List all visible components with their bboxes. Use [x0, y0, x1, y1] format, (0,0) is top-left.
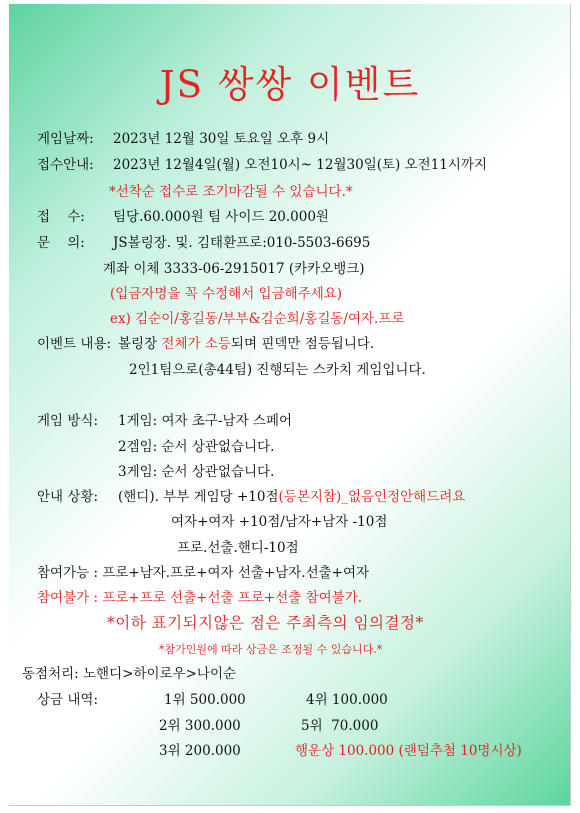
- lights-off-highlight: 전체가 소등: [161, 336, 231, 352]
- reception-label: 접수안내:: [37, 157, 94, 173]
- organizer-decision-notice: *이하 표기되지않은 점은 주최측의 임의결정*: [107, 614, 424, 632]
- event-poster: [9, 4, 571, 806]
- game-date-label: 게임날짜:: [37, 131, 94, 147]
- guide-line3: 프로.선출.핸디-10점: [177, 540, 299, 556]
- prize-lucky: 행운상 100.000 (랜덤추첨 10명시상): [295, 743, 522, 759]
- fee-value: 팀당.60.000원 팀 사이드 20.000원: [113, 209, 329, 225]
- fee-label: 접 수:: [37, 209, 85, 225]
- game-method-game1: 1게임: 여자 초구-남자 스페어: [118, 413, 293, 429]
- prize-1st: 1위 500.000: [164, 692, 246, 708]
- prize-2nd: 2위 300.000: [159, 718, 241, 734]
- guide-line2: 여자+여자 +10점/남자+남자 -10점: [171, 514, 388, 530]
- depositor-name-example: ex) 김순이/홍길동/부부&김순희/홍길동/여자.프로: [110, 311, 405, 327]
- game-method-label: 게임 방식:: [37, 413, 99, 429]
- prize-3rd: 3위 200.000: [159, 743, 241, 759]
- game-method-game3: 3게임: 순서 상관없습니다.: [118, 464, 275, 480]
- participation-allowed: 참여가능 : 프로+남자.프로+여자 선출+남자.선출+여자: [37, 565, 370, 581]
- tie-break-rule: 동점처리: 노핸디>하이로우>나이순: [22, 666, 237, 682]
- family-register-notice: (등본지참)_없음인정안해드려요: [278, 489, 466, 505]
- prize-5th: 5위 70.000: [301, 718, 379, 734]
- prize-4th: 4위 100.000: [306, 692, 388, 708]
- participation-not-allowed: 참여불가 : 프로+프로 선출+선출 프로+선출 참여불가.: [37, 590, 363, 606]
- page-title: JS 쌍쌍 이벤트: [159, 63, 421, 106]
- reception-value: 2023년 12월4일(월) 오전10시~ 12월30일(토) 오전11시까지: [113, 157, 487, 173]
- bank-account: 계좌 이체 3333-06-2915017 (카카오뱅크): [103, 261, 365, 277]
- prize-label: 상금 내역:: [37, 692, 99, 708]
- game-method-game2: 2겜임: 순서 상관없습니다.: [118, 439, 275, 455]
- event-content-label: 이벤트 내용:: [37, 336, 112, 352]
- prize-adjust-notice: *참가인원에 따라 상금은 조정될 수 있습니다.*: [159, 643, 383, 656]
- event-content-line2: 2인1팀으로(총44팀) 진행되는 스카치 게임입니다.: [129, 362, 426, 378]
- game-date-value: 2023년 12월 30일 토요일 오후 9시: [113, 131, 330, 147]
- guide-label: 안내 상황:: [37, 489, 99, 505]
- guide-line1: (핸디). 부부 게임당 +10점(등본지참)_없음인정안해드려요: [118, 489, 466, 505]
- contact-label: 문 의:: [37, 235, 85, 251]
- event-content-line1: 볼링장 전체가 소등되며 핀덱만 점등됩니다.: [118, 336, 375, 352]
- contact-value: JS볼링장. 및. 김태환프로:010-5503-6695: [113, 235, 371, 251]
- early-close-notice: *선착순 접수로 조기마감될 수 있습니다.*: [109, 184, 353, 200]
- depositor-name-notice: (입금자명을 꼭 수정해서 입금해주세요): [110, 286, 343, 302]
